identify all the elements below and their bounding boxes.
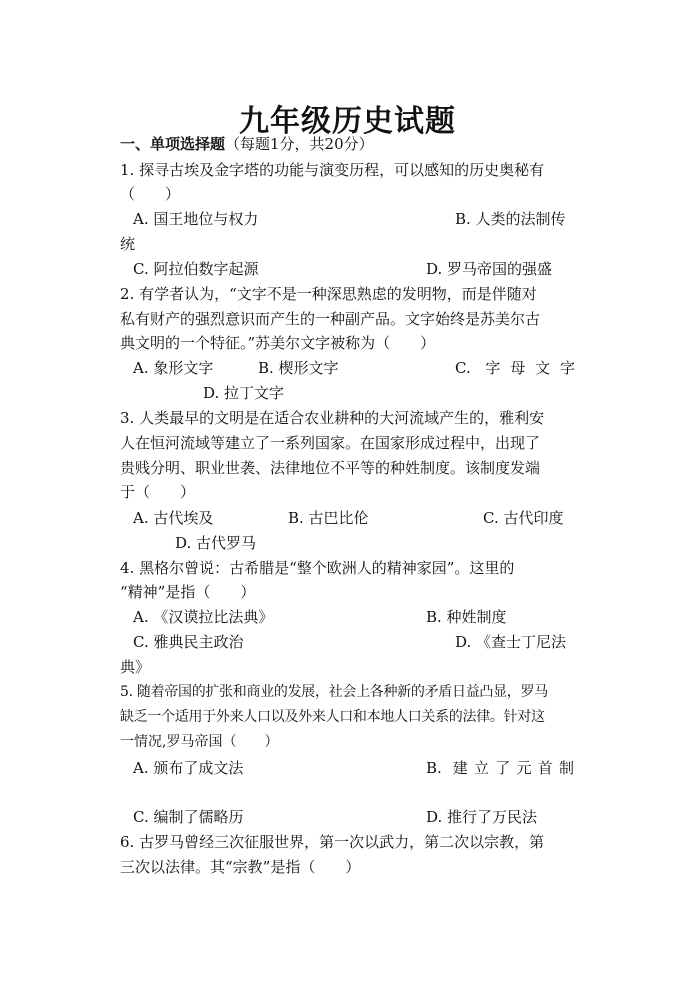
question-2-option-b: B. 楔形文字 <box>258 359 339 377</box>
question-1-option-c: C. 阿拉伯数字起源 <box>133 260 259 278</box>
question-5-line-2: 缺乏一个适用于外来人口以及外来人口和本地人口关系的法律。针对这 <box>120 709 545 725</box>
question-3-line-2: 人在恒河流域等建立了一系列国家。在国家形成过程中，出现了 <box>120 434 541 452</box>
page-title: 九年级历史试题 <box>239 104 456 139</box>
question-5-option-c: C. 编制了儒略历 <box>133 808 244 826</box>
question-2-option-c: C. 字母文字 <box>455 359 575 377</box>
question-4-line-2: “精神”是指（ ） <box>120 583 256 601</box>
question-2-line-2: 私有财产的强烈意识而产生的一种副产品。文字始终是苏美尔古 <box>120 310 541 328</box>
question-4-option-d-continued: 典》 <box>120 658 151 676</box>
question-6-line-2: 三次以法律。其“宗教”是指（ ） <box>120 858 361 876</box>
question-1-option-b-continued: 统 <box>120 235 136 253</box>
question-6-line-1: 6. 古罗马曾经三次征服世界，第一次以武力，第二次以宗教，第 <box>120 833 545 851</box>
question-2-line-3: 典文明的一个特征。”苏美尔文字被称为（ ） <box>120 334 436 352</box>
question-3-option-d: D. 古代罗马 <box>175 534 257 552</box>
section-note: （每题1分，共20分） <box>225 135 374 153</box>
question-2-line-1: 2. 有学者认为，“文字不是一种深思熟虑的发明物，而是伴随对 <box>120 285 537 303</box>
question-4-option-c: C. 雅典民主政治 <box>133 633 244 651</box>
section-heading <box>120 133 580 155</box>
question-4-option-b: B. 种姓制度 <box>426 608 507 626</box>
question-1-line-1: 1. 探寻古埃及金字塔的功能与演变历程，可以感知的历史奥秘有 <box>120 161 545 179</box>
question-1-option-a: A. 国王地位与权力 <box>133 210 259 228</box>
question-1-option-b: B. 人类的法制传 <box>455 210 566 228</box>
question-4-option-d: D. 《查士丁尼法 <box>455 633 567 651</box>
question-3-option-a: A. 古代埃及 <box>133 509 214 527</box>
question-5-line-3: 一情况,罗马帝国（ ） <box>120 734 279 750</box>
question-5-option-a: A. 颁布了成文法 <box>133 759 244 777</box>
question-5-option-b: B. 建立了元首制 <box>426 759 574 777</box>
question-3-option-b: B. 古巴比伦 <box>288 509 369 527</box>
question-3-line-4: 于（ ） <box>120 483 196 501</box>
question-3-line-3: 贵贱分明、职业世袭、法律地位不平等的种姓制度。该制度发端 <box>120 459 541 477</box>
question-4-line-1: 4. 黑格尔曾说：古希腊是“整个欧洲人的精神家园”。这里的 <box>120 559 515 577</box>
question-1-line-2: （ ） <box>120 185 181 203</box>
question-2-option-a: A. 象形文字 <box>133 359 214 377</box>
question-5-line-1: 5. 随着帝国的扩张和商业的发展，社会上各种新的矛盾日益凸显，罗马 <box>120 684 548 700</box>
question-1-option-d: D. 罗马帝国的强盛 <box>426 260 553 278</box>
question-5-option-d: D. 推行了万民法 <box>426 808 538 826</box>
question-3-option-c: C. 古代印度 <box>483 509 564 527</box>
section-title: 一、单项选择题 <box>120 135 226 153</box>
question-4-option-a: A. 《汉谟拉比法典》 <box>133 608 274 626</box>
question-2-option-d: D. 拉丁文字 <box>203 384 285 402</box>
question-3-line-1: 3. 人类最早的文明是在适合农业耕种的大河流域产生的，雅利安 <box>120 409 545 427</box>
